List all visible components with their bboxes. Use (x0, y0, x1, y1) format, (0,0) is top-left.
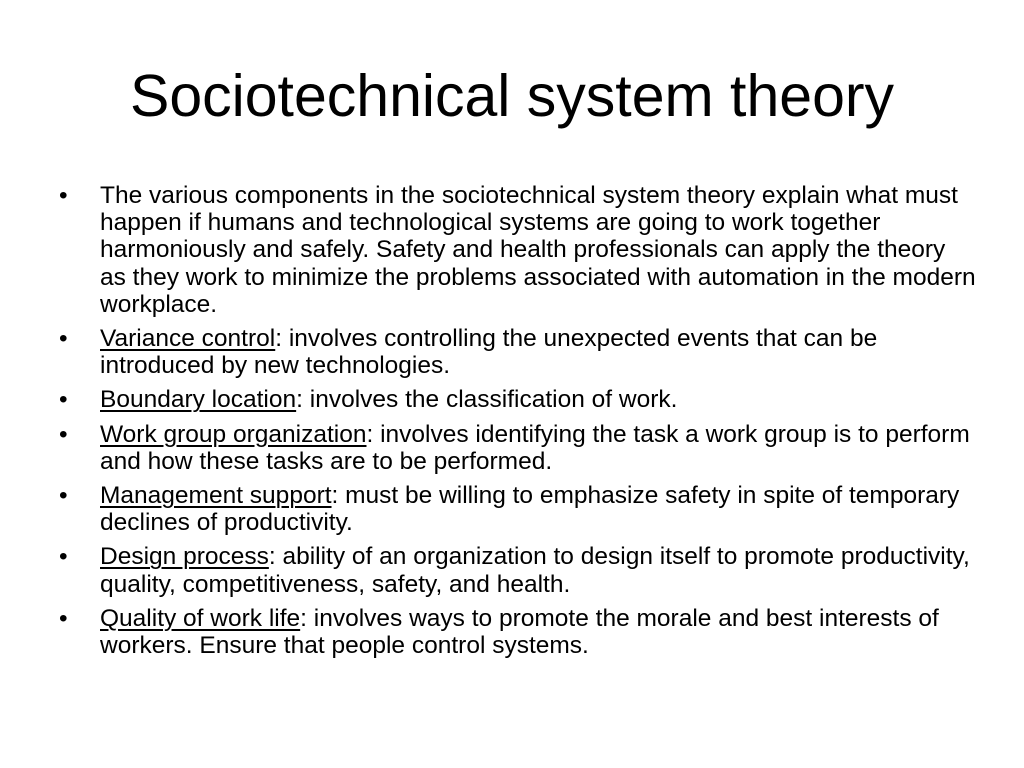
bullet-description: : ability of an organization to design itself to promote productivity, quality, competitiveness, safety, and health. (100, 543, 970, 598)
bullet-management-support (57, 482, 977, 536)
bullet-marker: • (59, 543, 68, 571)
bullet-description: : involves identifying the task a work group is to perform and how these tasks are to be performed. (100, 420, 970, 475)
bullet-quality-of-work-life (57, 605, 977, 659)
bullet-list (57, 182, 977, 666)
bullet-variance-control (57, 325, 977, 379)
bullet-term: Management support (100, 482, 332, 510)
bullet-marker: • (59, 604, 68, 632)
bullet-description: : involves ways to promote the morale and best interests of workers. Ensure that people control systems. (100, 604, 939, 660)
bullet-boundary-location (57, 386, 977, 413)
slide-title: Sociotechnical system theory (129, 63, 895, 129)
bullet-term: Variance control (100, 325, 276, 353)
bullet-marker: • (59, 386, 68, 414)
bullet-description: : involves controlling the unexpected events that can be introduced by new technologies. (100, 325, 878, 380)
bullet-design-process (57, 543, 977, 597)
bullet-work-group-organization (57, 421, 977, 475)
bullet-description: : must be willing to emphasize safety in spite of temporary declines of productivity. (100, 482, 960, 537)
bullet-intro (57, 182, 977, 318)
bullet-term: Design process (100, 543, 269, 571)
bullet-description: : involves the classification of work. (296, 386, 678, 414)
bullet-term: Boundary location (100, 386, 297, 414)
bullet-term: Work group organization (100, 420, 367, 448)
bullet-marker: • (59, 182, 68, 209)
bullet-marker: • (59, 482, 68, 510)
bullet-text: The various components in the sociotechnical system theory explain what must happen if humans and technological systems are going to work together harmoniously and safely. Safety and health professionals can apply the theory as they work to minimize the problems associated with automation in the modern workplace. (100, 182, 976, 318)
bullet-marker: • (59, 325, 68, 353)
bullet-term: Quality of work life (100, 604, 301, 632)
bullet-marker: • (59, 420, 68, 448)
